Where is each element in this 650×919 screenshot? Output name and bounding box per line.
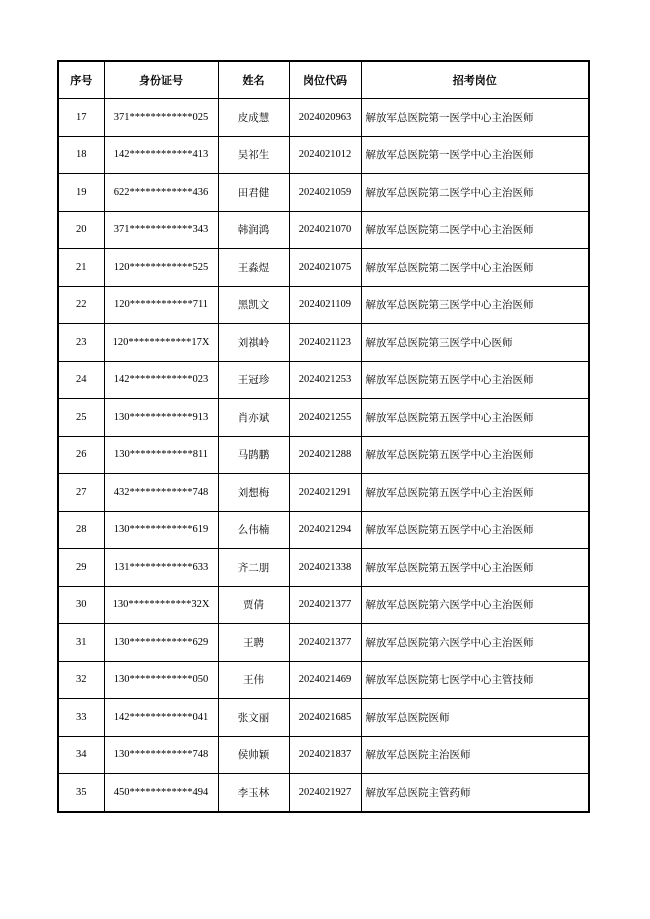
- cell-position-code: 2024021059: [289, 174, 361, 212]
- table-row: [58, 174, 589, 212]
- cell-position-code: 2024021338: [289, 549, 361, 587]
- cell-position-code: 2024021469: [289, 661, 361, 699]
- cell-position-code: 2024021109: [289, 286, 361, 324]
- table-header-row: [58, 61, 589, 99]
- header-name: 姓名: [218, 61, 289, 99]
- cell-name: 王冠珍: [218, 361, 289, 399]
- cell-serial-number: 23: [58, 324, 104, 362]
- cell-position-code: 2024021685: [289, 699, 361, 737]
- cell-name: 皮成慧: [218, 99, 289, 137]
- cell-id-number: 371************343: [104, 211, 218, 249]
- table-row: [58, 99, 589, 137]
- cell-name: 田君健: [218, 174, 289, 212]
- table-row: [58, 361, 589, 399]
- cell-name: 刘祺岭: [218, 324, 289, 362]
- table-row: [58, 549, 589, 587]
- cell-recruitment-position: 解放军总医院第二医学中心主治医师: [361, 249, 589, 287]
- cell-name: 李玉林: [218, 774, 289, 812]
- cell-id-number: 130************32X: [104, 586, 218, 624]
- cell-id-number: 371************025: [104, 99, 218, 137]
- cell-position-code: 2024021255: [289, 399, 361, 437]
- cell-id-number: 142************413: [104, 136, 218, 174]
- cell-recruitment-position: 解放军总医院医师: [361, 699, 589, 737]
- table-row: [58, 436, 589, 474]
- cell-recruitment-position: 解放军总医院第五医学中心主治医师: [361, 549, 589, 587]
- table-row: [58, 774, 589, 812]
- cell-position-code: 2024021294: [289, 511, 361, 549]
- cell-serial-number: 19: [58, 174, 104, 212]
- cell-id-number: 622************436: [104, 174, 218, 212]
- cell-serial-number: 20: [58, 211, 104, 249]
- cell-position-code: 2024021070: [289, 211, 361, 249]
- cell-name: 吴祁生: [218, 136, 289, 174]
- table-row: [58, 661, 589, 699]
- cell-id-number: 131************633: [104, 549, 218, 587]
- cell-recruitment-position: 解放军总医院第三医学中心医师: [361, 324, 589, 362]
- cell-position-code: 2024021291: [289, 474, 361, 512]
- cell-recruitment-position: 解放军总医院第五医学中心主治医师: [361, 399, 589, 437]
- cell-recruitment-position: 解放军总医院第六医学中心主治医师: [361, 624, 589, 662]
- cell-recruitment-position: 解放军总医院第一医学中心主治医师: [361, 99, 589, 137]
- cell-position-code: 2024021253: [289, 361, 361, 399]
- cell-name: 肖亦斌: [218, 399, 289, 437]
- cell-id-number: 130************811: [104, 436, 218, 474]
- cell-serial-number: 31: [58, 624, 104, 662]
- cell-id-number: 120************711: [104, 286, 218, 324]
- table-row: [58, 249, 589, 287]
- cell-serial-number: 33: [58, 699, 104, 737]
- cell-id-number: 142************023: [104, 361, 218, 399]
- cell-serial-number: 32: [58, 661, 104, 699]
- table-row: [58, 211, 589, 249]
- cell-name: 韩润鸿: [218, 211, 289, 249]
- cell-name: 马鹍鹏: [218, 436, 289, 474]
- cell-recruitment-position: 解放军总医院第五医学中心主治医师: [361, 511, 589, 549]
- cell-name: 么伟楠: [218, 511, 289, 549]
- cell-name: 侯帅颖: [218, 736, 289, 774]
- cell-id-number: 130************748: [104, 736, 218, 774]
- cell-recruitment-position: 解放军总医院第七医学中心主管技师: [361, 661, 589, 699]
- cell-serial-number: 26: [58, 436, 104, 474]
- table-row: [58, 399, 589, 437]
- table-row: [58, 699, 589, 737]
- cell-recruitment-position: 解放军总医院主管药师: [361, 774, 589, 812]
- cell-serial-number: 28: [58, 511, 104, 549]
- cell-serial-number: 17: [58, 99, 104, 137]
- cell-position-code: 2024021837: [289, 736, 361, 774]
- cell-position-code: 2024021288: [289, 436, 361, 474]
- cell-name: 齐二朋: [218, 549, 289, 587]
- cell-recruitment-position: 解放军总医院第三医学中心主治医师: [361, 286, 589, 324]
- cell-id-number: 130************629: [104, 624, 218, 662]
- table-row: [58, 511, 589, 549]
- cell-serial-number: 18: [58, 136, 104, 174]
- cell-id-number: 120************525: [104, 249, 218, 287]
- cell-name: 张文丽: [218, 699, 289, 737]
- table-row: [58, 474, 589, 512]
- cell-serial-number: 29: [58, 549, 104, 587]
- cell-name: 王淼煜: [218, 249, 289, 287]
- cell-serial-number: 21: [58, 249, 104, 287]
- header-serial-number: 序号: [58, 61, 104, 99]
- cell-name: 王伟: [218, 661, 289, 699]
- cell-id-number: 130************913: [104, 399, 218, 437]
- header-id-number: 身份证号: [104, 61, 218, 99]
- cell-serial-number: 27: [58, 474, 104, 512]
- table-row: [58, 624, 589, 662]
- cell-serial-number: 22: [58, 286, 104, 324]
- cell-position-code: 2024021075: [289, 249, 361, 287]
- candidate-roster-table: [57, 60, 590, 813]
- header-position-code: 岗位代码: [289, 61, 361, 99]
- cell-position-code: 2024021012: [289, 136, 361, 174]
- cell-id-number: 130************050: [104, 661, 218, 699]
- cell-name: 贾倩: [218, 586, 289, 624]
- table-row: [58, 286, 589, 324]
- cell-recruitment-position: 解放军总医院第五医学中心主治医师: [361, 436, 589, 474]
- cell-position-code: 2024021123: [289, 324, 361, 362]
- cell-id-number: 120************17X: [104, 324, 218, 362]
- cell-recruitment-position: 解放军总医院第五医学中心主治医师: [361, 361, 589, 399]
- cell-id-number: 450************494: [104, 774, 218, 812]
- table-row: [58, 324, 589, 362]
- cell-serial-number: 25: [58, 399, 104, 437]
- cell-recruitment-position: 解放军总医院主治医师: [361, 736, 589, 774]
- cell-position-code: 2024021927: [289, 774, 361, 812]
- cell-position-code: 2024020963: [289, 99, 361, 137]
- cell-name: 刘想梅: [218, 474, 289, 512]
- cell-serial-number: 35: [58, 774, 104, 812]
- table-row: [58, 586, 589, 624]
- cell-recruitment-position: 解放军总医院第一医学中心主治医师: [361, 136, 589, 174]
- header-recruitment-position: 招考岗位: [361, 61, 589, 99]
- cell-id-number: 432************748: [104, 474, 218, 512]
- cell-id-number: 142************041: [104, 699, 218, 737]
- cell-serial-number: 24: [58, 361, 104, 399]
- cell-serial-number: 34: [58, 736, 104, 774]
- cell-recruitment-position: 解放军总医院第六医学中心主治医师: [361, 586, 589, 624]
- cell-id-number: 130************619: [104, 511, 218, 549]
- table-row: [58, 736, 589, 774]
- cell-recruitment-position: 解放军总医院第五医学中心主治医师: [361, 474, 589, 512]
- cell-name: 黑凯文: [218, 286, 289, 324]
- cell-position-code: 2024021377: [289, 586, 361, 624]
- table-row: [58, 136, 589, 174]
- cell-serial-number: 30: [58, 586, 104, 624]
- cell-recruitment-position: 解放军总医院第二医学中心主治医师: [361, 211, 589, 249]
- cell-recruitment-position: 解放军总医院第二医学中心主治医师: [361, 174, 589, 212]
- cell-position-code: 2024021377: [289, 624, 361, 662]
- cell-name: 王聘: [218, 624, 289, 662]
